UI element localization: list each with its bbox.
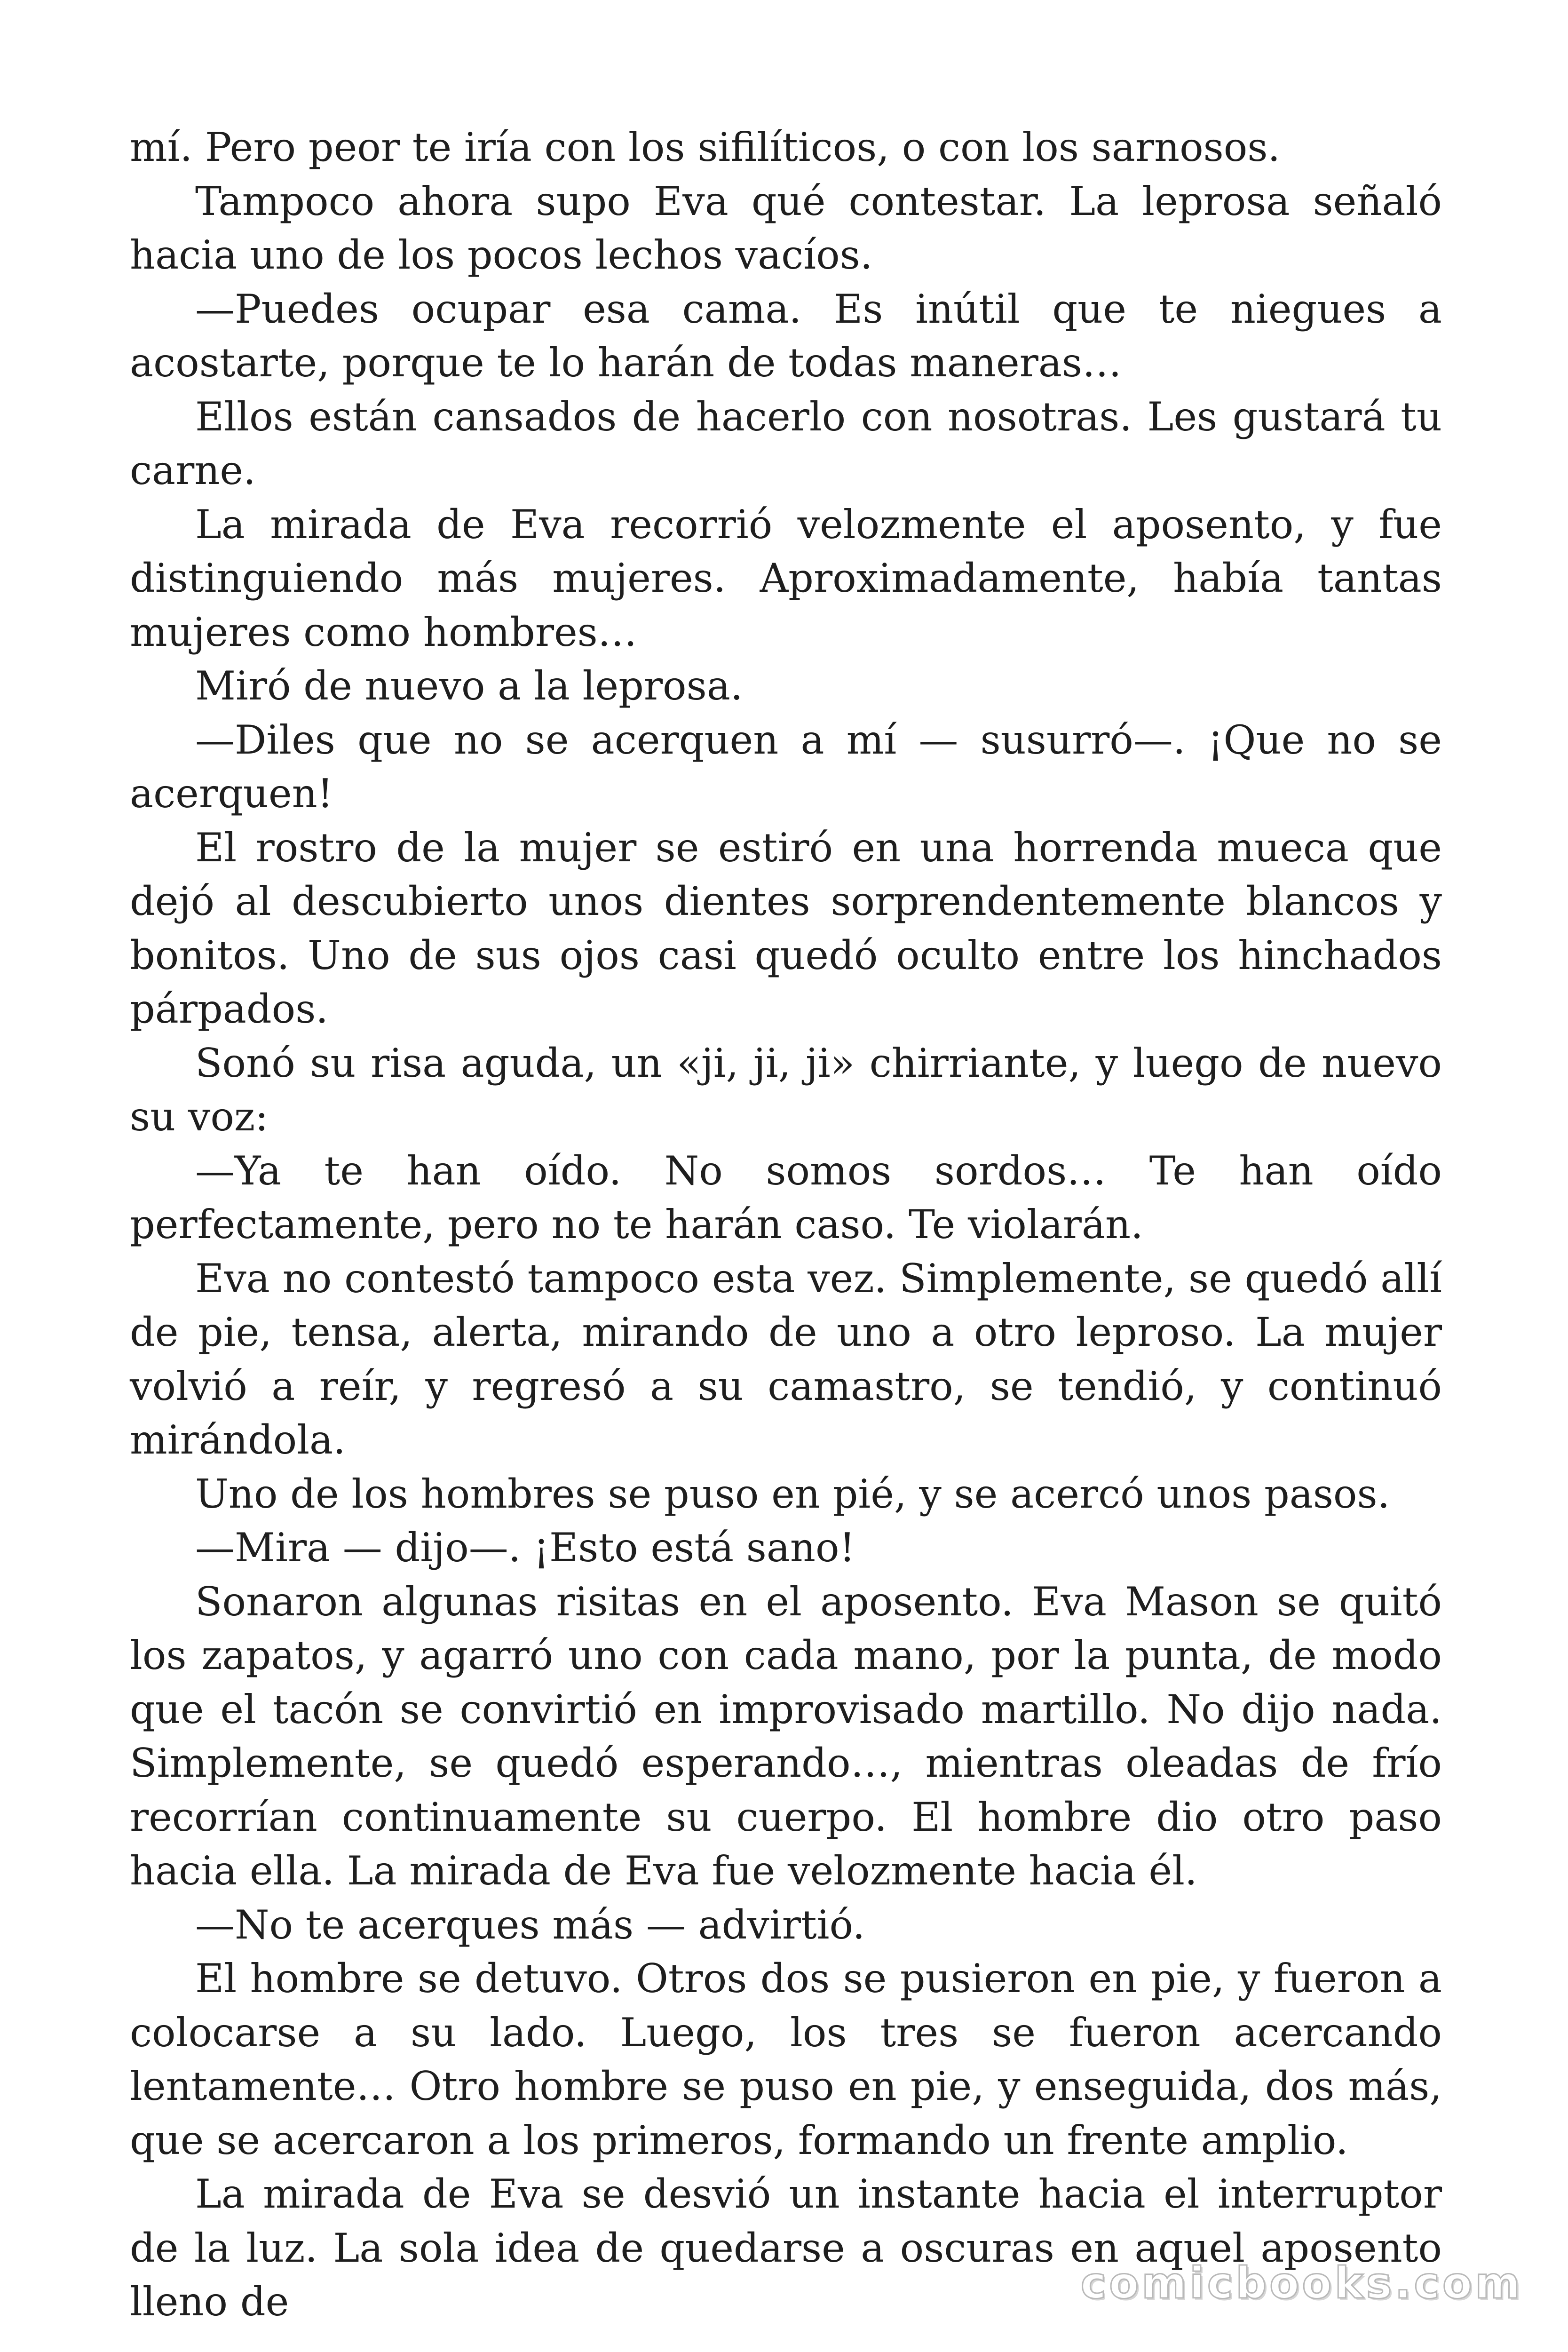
paragraph: —Mira — dijo—. ¡Esto está sano!	[195, 1525, 855, 1571]
paragraph: —Ya te han oído. No somos sordos… Te han oído perfectamente, pero no te harán caso. Te violarán.	[130, 1147, 1442, 1248]
paragraph: La mirada de Eva se desvió un instante hacia el interruptor de la luz. La sola idea de quedarse a oscuras en aquel aposento lleno de	[130, 2171, 1442, 2325]
paragraph: —Puedes ocupar esa cama. Es inútil que te niegues a acostarte, porque te lo harán de todas maneras…	[130, 286, 1442, 386]
paragraph: Tampoco ahora supo Eva qué contestar. La leprosa señaló hacia uno de los pocos lechos vacíos.	[130, 178, 1442, 278]
body-text	[130, 120, 1442, 2329]
paragraph: Sonaron algunas risitas en el aposento. Eva Mason se quitó los zapatos, y agarró uno con cada mano, por la punta, de modo que el tacón se convirtió en improvisado martillo. No dijo nada. Simplemente, se quedó esperando…, mientras oleadas de frío recorrían continuamente su cuerpo. El hombre dio otro paso hacia ella. La mirada de Eva fue velozmente hacia él.	[130, 1578, 1442, 1894]
paragraph: La mirada de Eva recorrió velozmente el aposento, y fue distinguiendo más mujeres. Aproximadamente, había tantas mujeres como hombres…	[130, 501, 1442, 655]
paragraph: —No te acerques más — advirtió.	[195, 1901, 865, 1948]
paragraph: El rostro de la mujer se estiró en una horrenda mueca que dejó al descubierto unos dientes sorprendentemente blancos y bonitos. Uno de sus ojos casi quedó oculto entre los hinchados párpados.	[130, 824, 1442, 1032]
paragraph-continuation: mí. Pero peor te iría con los sifilíticos, o con los sarnosos.	[130, 124, 1281, 170]
paragraph: Eva no contestó tampoco esta vez. Simplemente, se quedó allí de pie, tensa, alerta, mirando de uno a otro leproso. La mujer volvió a reír, y regresó a su camastro, se tendió, y continuó mirándola.	[130, 1255, 1442, 1463]
paragraph: Miró de nuevo a la leprosa.	[195, 663, 743, 709]
paragraph: Uno de los hombres se puso en pié, y se acercó unos pasos.	[195, 1470, 1390, 1517]
paragraph: —Diles que no se acerquen a mí — susurró—. ¡Que no se acerquen!	[130, 716, 1442, 817]
watermark: comicbooks.com	[1080, 2258, 1523, 2308]
paragraph: El hombre se detuvo. Otros dos se pusieron en pie, y fueron a colocarse a su lado. Luego, los tres se fueron acercando lentamente… Otro hombre se puso en pie, y enseguida, dos más, que se acercaron a los primeros, formando un frente amplio.	[130, 1955, 1442, 2163]
paragraph: Sonó su risa aguda, un «ji, ji, ji» chirriante, y luego de nuevo su voz:	[130, 1040, 1442, 1140]
paragraph: Ellos están cansados de hacerlo con nosotras. Les gustará tu carne.	[130, 393, 1442, 493]
